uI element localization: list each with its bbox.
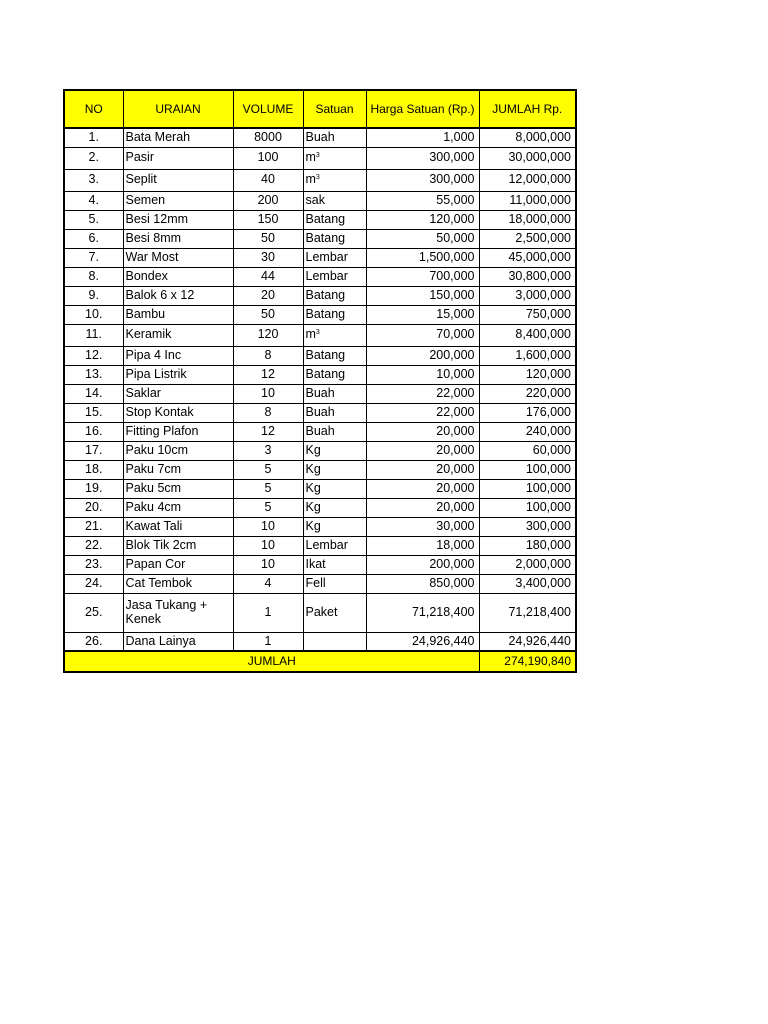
row-harga: 200,000 <box>366 346 479 365</box>
row-jumlah: 8,000,000 <box>479 128 576 147</box>
row-jumlah: 3,400,000 <box>479 574 576 593</box>
row-satuan: Batang <box>303 305 366 324</box>
row-satuan: Kg <box>303 517 366 536</box>
row-no: 16. <box>64 422 123 441</box>
table-row <box>64 229 576 248</box>
row-no: 23. <box>64 555 123 574</box>
row-jumlah: 120,000 <box>479 365 576 384</box>
table-row <box>64 169 576 191</box>
row-no: 20. <box>64 498 123 517</box>
header-volume: VOLUME <box>233 90 303 128</box>
row-harga: 200,000 <box>366 555 479 574</box>
row-satuan: Lembar <box>303 536 366 555</box>
row-harga: 20,000 <box>366 479 479 498</box>
table-row <box>64 498 576 517</box>
total-label: JUMLAH <box>64 651 479 672</box>
row-no: 11. <box>64 324 123 346</box>
row-volume: 1 <box>233 632 303 651</box>
row-uraian: Fitting Plafon <box>123 422 233 441</box>
row-satuan: Buah <box>303 128 366 147</box>
table-row <box>64 460 576 479</box>
row-uraian: Stop Kontak <box>123 403 233 422</box>
row-uraian: Pasir <box>123 147 233 169</box>
row-harga: 20,000 <box>366 422 479 441</box>
row-no: 9. <box>64 286 123 305</box>
row-volume: 5 <box>233 498 303 517</box>
table-row <box>64 422 576 441</box>
row-harga: 22,000 <box>366 384 479 403</box>
row-jumlah: 220,000 <box>479 384 576 403</box>
row-no: 22. <box>64 536 123 555</box>
row-satuan: Lembar <box>303 248 366 267</box>
row-jumlah: 71,218,400 <box>479 593 576 632</box>
row-no: 15. <box>64 403 123 422</box>
row-jumlah: 30,800,000 <box>479 267 576 286</box>
unit-superscript: 3 <box>315 329 320 337</box>
row-satuan <box>303 632 366 651</box>
table-row <box>64 441 576 460</box>
row-jumlah: 30,000,000 <box>479 147 576 169</box>
row-jumlah: 24,926,440 <box>479 632 576 651</box>
row-jumlah: 11,000,000 <box>479 191 576 210</box>
table-row <box>64 574 576 593</box>
row-uraian: Cat Tembok <box>123 574 233 593</box>
row-satuan: $m^3$ <box>303 147 366 169</box>
row-no: 2. <box>64 147 123 169</box>
row-no: 21. <box>64 517 123 536</box>
row-uraian: Bondex <box>123 267 233 286</box>
row-uraian: Blok Tik 2cm <box>123 536 233 555</box>
table-row <box>64 555 576 574</box>
row-satuan: Paket <box>303 593 366 632</box>
row-volume: 40 <box>233 169 303 191</box>
row-uraian: Seplit <box>123 169 233 191</box>
row-jumlah: 750,000 <box>479 305 576 324</box>
row-uraian: Paku 10cm <box>123 441 233 460</box>
row-uraian: Dana Lainya <box>123 632 233 651</box>
row-satuan: Kg <box>303 441 366 460</box>
table-row <box>64 403 576 422</box>
row-harga: 20,000 <box>366 441 479 460</box>
row-volume: 100 <box>233 147 303 169</box>
row-volume: 10 <box>233 555 303 574</box>
header-harga-satuan: Harga Satuan (Rp.) <box>366 90 479 128</box>
header-row <box>64 90 576 128</box>
row-harga: 700,000 <box>366 267 479 286</box>
row-no: 10. <box>64 305 123 324</box>
row-uraian: Paku 5cm <box>123 479 233 498</box>
row-volume: 30 <box>233 248 303 267</box>
table-row <box>64 267 576 286</box>
row-satuan: Fell <box>303 574 366 593</box>
row-volume: 10 <box>233 384 303 403</box>
row-uraian: Saklar <box>123 384 233 403</box>
row-satuan: Batang <box>303 229 366 248</box>
row-volume: 5 <box>233 460 303 479</box>
row-uraian: Papan Cor <box>123 555 233 574</box>
row-uraian: Besi 8mm <box>123 229 233 248</box>
row-no: 8. <box>64 267 123 286</box>
row-harga: 50,000 <box>366 229 479 248</box>
row-jumlah: 180,000 <box>479 536 576 555</box>
row-jumlah: 2,500,000 <box>479 229 576 248</box>
row-harga: 55,000 <box>366 191 479 210</box>
table-row <box>64 305 576 324</box>
row-no: 17. <box>64 441 123 460</box>
row-no: 19. <box>64 479 123 498</box>
row-harga: 150,000 <box>366 286 479 305</box>
row-uraian: Bambu <box>123 305 233 324</box>
row-harga: 22,000 <box>366 403 479 422</box>
row-jumlah: 100,000 <box>479 460 576 479</box>
row-volume: 10 <box>233 517 303 536</box>
row-no: 3. <box>64 169 123 191</box>
table-row <box>64 384 576 403</box>
row-harga: 20,000 <box>366 460 479 479</box>
row-satuan: Batang <box>303 365 366 384</box>
row-satuan: Batang <box>303 346 366 365</box>
row-no: 5. <box>64 210 123 229</box>
header-satuan: Satuan <box>303 90 366 128</box>
row-uraian: War Most <box>123 248 233 267</box>
header-uraian: URAIAN <box>123 90 233 128</box>
row-harga: 70,000 <box>366 324 479 346</box>
total-row <box>64 651 576 672</box>
row-jumlah: 12,000,000 <box>479 169 576 191</box>
row-harga: 300,000 <box>366 147 479 169</box>
row-satuan: Buah <box>303 384 366 403</box>
row-volume: 5 <box>233 479 303 498</box>
row-harga: 1,500,000 <box>366 248 479 267</box>
row-harga: 24,926,440 <box>366 632 479 651</box>
table-row <box>64 593 576 632</box>
row-no: 13. <box>64 365 123 384</box>
row-satuan: Lembar <box>303 267 366 286</box>
row-jumlah: 45,000,000 <box>479 248 576 267</box>
row-harga: 300,000 <box>366 169 479 191</box>
row-volume: 150 <box>233 210 303 229</box>
row-uraian: Kawat Tali <box>123 517 233 536</box>
row-volume: 4 <box>233 574 303 593</box>
row-no: 14. <box>64 384 123 403</box>
row-satuan: $m^3$ <box>303 324 366 346</box>
row-jumlah: 100,000 <box>479 479 576 498</box>
unit-superscript: 3 <box>315 152 320 160</box>
table-row <box>64 632 576 651</box>
row-uraian: Pipa Listrik <box>123 365 233 384</box>
table-row <box>64 248 576 267</box>
row-jumlah: 8,400,000 <box>479 324 576 346</box>
row-no: 6. <box>64 229 123 248</box>
row-harga: 18,000 <box>366 536 479 555</box>
row-satuan: Kg <box>303 498 366 517</box>
row-jumlah: 1,600,000 <box>479 346 576 365</box>
table-row <box>64 286 576 305</box>
row-volume: 50 <box>233 229 303 248</box>
row-volume: 1 <box>233 593 303 632</box>
row-harga: 15,000 <box>366 305 479 324</box>
row-volume: 12 <box>233 365 303 384</box>
row-satuan: Batang <box>303 286 366 305</box>
row-jumlah: 18,000,000 <box>479 210 576 229</box>
row-volume: 8000 <box>233 128 303 147</box>
table-row <box>64 536 576 555</box>
row-satuan: Kg <box>303 479 366 498</box>
table-row <box>64 517 576 536</box>
row-no: 1. <box>64 128 123 147</box>
row-harga: 20,000 <box>366 498 479 517</box>
row-uraian: Paku 4cm <box>123 498 233 517</box>
row-jumlah: 240,000 <box>479 422 576 441</box>
table-row <box>64 479 576 498</box>
row-harga: 30,000 <box>366 517 479 536</box>
row-no: 4. <box>64 191 123 210</box>
row-volume: 200 <box>233 191 303 210</box>
row-no: 25. <box>64 593 123 632</box>
row-uraian: Paku 7cm <box>123 460 233 479</box>
row-volume: 120 <box>233 324 303 346</box>
row-volume: 10 <box>233 536 303 555</box>
row-volume: 44 <box>233 267 303 286</box>
row-no: 18. <box>64 460 123 479</box>
row-no: 26. <box>64 632 123 651</box>
row-harga: 120,000 <box>366 210 479 229</box>
row-volume: 8 <box>233 403 303 422</box>
table-row <box>64 210 576 229</box>
row-jumlah: 300,000 <box>479 517 576 536</box>
table-row <box>64 346 576 365</box>
row-satuan: $m^3$ <box>303 169 366 191</box>
table-row <box>64 128 576 147</box>
row-harga: 1,000 <box>366 128 479 147</box>
row-jumlah: 60,000 <box>479 441 576 460</box>
table-row <box>64 365 576 384</box>
row-uraian: Semen <box>123 191 233 210</box>
row-satuan: Buah <box>303 403 366 422</box>
table-body <box>64 128 576 651</box>
row-uraian: Pipa 4 Inc <box>123 346 233 365</box>
row-no: 12. <box>64 346 123 365</box>
table-row <box>64 324 576 346</box>
row-uraian: Jasa Tukang + Kenek <box>123 593 233 632</box>
row-no: 24. <box>64 574 123 593</box>
unit-superscript: 3 <box>315 174 320 182</box>
header-no: NO <box>64 90 123 128</box>
table-row <box>64 191 576 210</box>
row-no: 7. <box>64 248 123 267</box>
row-volume: 12 <box>233 422 303 441</box>
row-volume: 3 <box>233 441 303 460</box>
row-jumlah: 2,000,000 <box>479 555 576 574</box>
header-jumlah: JUMLAH Rp. <box>479 90 576 128</box>
row-harga: 850,000 <box>366 574 479 593</box>
row-uraian: Bata Merah <box>123 128 233 147</box>
row-uraian: Keramik <box>123 324 233 346</box>
table-row <box>64 147 576 169</box>
row-jumlah: 100,000 <box>479 498 576 517</box>
row-harga: 71,218,400 <box>366 593 479 632</box>
row-satuan: Batang <box>303 210 366 229</box>
row-satuan: sak <box>303 191 366 210</box>
row-jumlah: 176,000 <box>479 403 576 422</box>
row-satuan: Ikat <box>303 555 366 574</box>
row-satuan: Buah <box>303 422 366 441</box>
cost-table <box>63 89 577 673</box>
row-jumlah: 3,000,000 <box>479 286 576 305</box>
total-value: 274,190,840 <box>479 651 576 672</box>
row-satuan: Kg <box>303 460 366 479</box>
row-uraian: Balok 6 x 12 <box>123 286 233 305</box>
row-volume: 50 <box>233 305 303 324</box>
row-volume: 20 <box>233 286 303 305</box>
row-volume: 8 <box>233 346 303 365</box>
row-uraian: Besi 12mm <box>123 210 233 229</box>
row-harga: 10,000 <box>366 365 479 384</box>
